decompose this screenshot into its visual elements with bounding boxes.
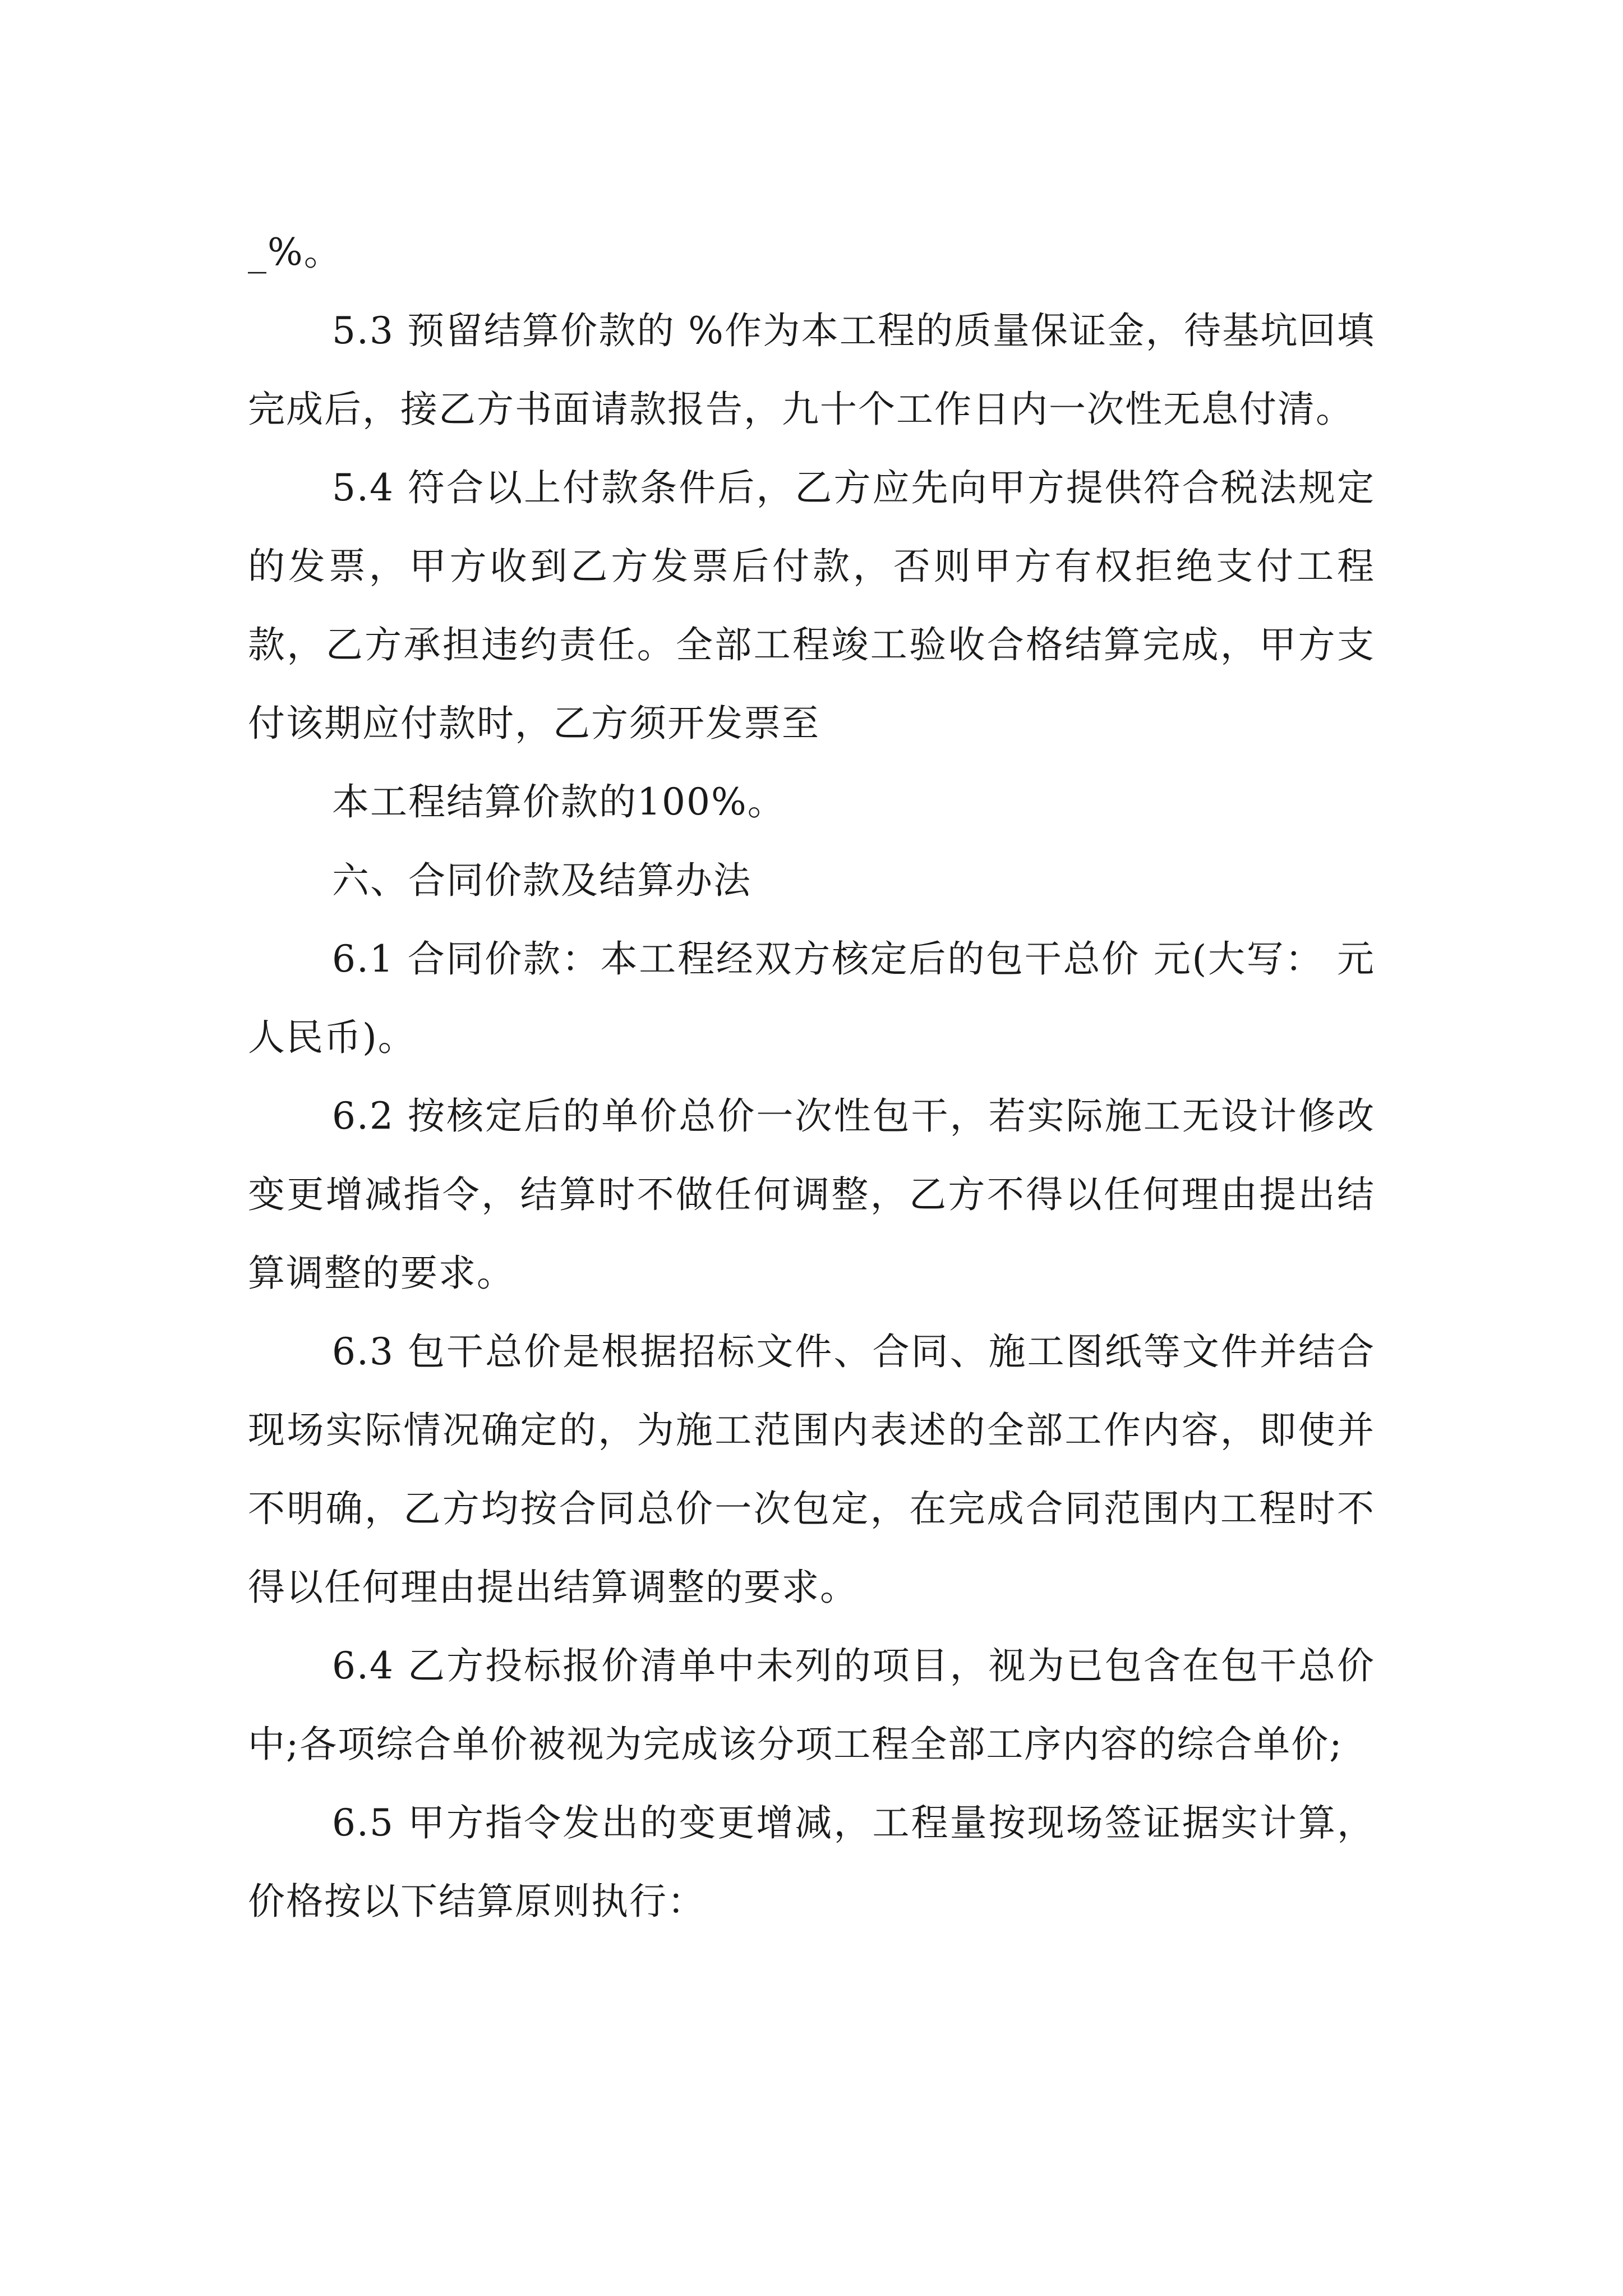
paragraph-6-4: 6.4 乙方投标报价清单中未列的项目，视为已包含在包干总价中;各项综合单价被视为完成该分项工程全部工序内容的综合单价; bbox=[248, 1644, 1375, 1766]
paragraph-5-4-continued: 本工程结算价款的100%。 bbox=[332, 780, 786, 823]
paragraph-6-5: 6.5 甲方指令发出的变更增减，工程量按现场签证据实计算，价格按以下结算原则执行： bbox=[248, 1801, 1375, 1923]
paragraph-6-3: 6.3 包干总价是根据招标文件、合同、施工图纸等文件并结合现场实际情况确定的，为施工范围内表述的全部工作内容，即使并不明确，乙方均按合同总价一次包定，在完成合同范围内工程时不得以任何理由提出结算调整的要求。 bbox=[248, 1330, 1375, 1609]
section-heading-6: 六、合同价款及结算办法 bbox=[332, 859, 751, 902]
paragraph-6-1: 6.1 合同价款：本工程经双方核定后的包干总价 元(大写： 元人民币)。 bbox=[248, 937, 1375, 1059]
document-body bbox=[248, 213, 1375, 1941]
paragraph-fragment: _%。 bbox=[248, 231, 342, 274]
paragraph-5-3: 5.3 预留结算价款的 %作为本工程的质量保证金，待基坑回填完成后，接乙方书面请款报告，九十个工作日内一次性无息付清。 bbox=[248, 309, 1375, 431]
paragraph-5-4: 5.4 符合以上付款条件后，乙方应先向甲方提供符合税法规定的发票，甲方收到乙方发票后付款，否则甲方有权拒绝支付工程款，乙方承担违约责任。全部工程竣工验收合格结算完成，甲方支付该期应付款时，乙方须开发票至 bbox=[248, 466, 1375, 745]
paragraph-6-2: 6.2 按核定后的单价总价一次性包干，若实际施工无设计修改变更增减指令，结算时不做任何调整，乙方不得以任何理由提出结算调整的要求。 bbox=[248, 1094, 1375, 1295]
